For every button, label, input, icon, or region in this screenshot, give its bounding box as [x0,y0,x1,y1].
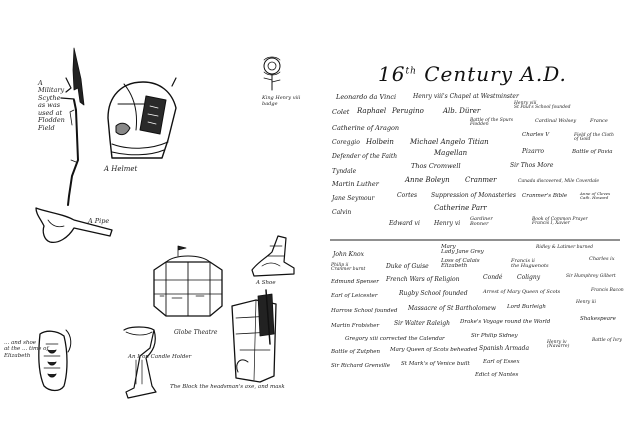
timeline-entry: Titian [468,138,489,146]
timeline-entry: Tyndale [332,168,357,175]
timeline-entry: Cardinal Wolsey [535,118,577,124]
timeline-entry: Cranmer [465,176,497,184]
timeline-entry: Philip ii Cranmer burnt [331,262,366,272]
timeline-entry: Sir Richard Grenville [331,362,391,369]
block-axe-icon [232,290,276,382]
timeline-entry: Martin Frobisher [331,322,380,329]
timeline-entry: Anne of Cleves Cath. Howard [580,191,611,200]
timeline-entry: Holbein [366,138,394,146]
timeline-entry: French Wars of Religion [386,276,460,283]
timeline-entry: Edward vi [389,220,420,227]
shoe-icon [252,236,294,276]
timeline-entry: Massacre of St Bartholomew [408,305,496,312]
timeline-entry: Harrow School founded [331,307,398,314]
rose-icon [264,57,280,90]
timeline-entry: Battle of the Spurs Flodden [470,117,514,127]
globe-theatre-icon [154,246,222,316]
label-globe-theatre: Globe Theatre [174,329,218,336]
timeline-entry: Drake's Voyage round the World [460,318,551,325]
label-helmet: A Helmet [104,165,138,173]
timeline-entry: Battle of Ivry [592,337,622,343]
timeline-entry: Henry viii St Paul's School founded [514,100,571,110]
timeline-entry: Charles ix [589,256,615,262]
timeline-entry: Francis Bacon [591,287,624,293]
timeline-entry: Defender of the Faith [332,153,398,160]
timeline-entry: Anne Boleyn [405,176,450,184]
timeline-entry: Coligny [517,274,541,281]
timeline-entry: Field of the Cloth of Gold [574,132,614,142]
timeline-entry: Gregory xiii corrected the Calendar [345,335,445,342]
timeline-entry: Henry viii's Chapel at Westminster [413,93,519,100]
page-title [378,62,567,86]
timeline-entry: Cranmer's Bible [522,192,568,199]
helmet-icon [108,78,176,158]
timeline-entry: Francis ii the Huguenots [511,258,549,269]
timeline-entry: Sir Philip Sidney [471,332,518,339]
timeline-entry: Lord Burleigh [507,303,546,310]
timeline-entry: Edmund Spenser [331,278,379,285]
label-candle-holder: An Iron Candle Holder [128,354,192,360]
timeline-entry: Martin Luther [332,179,379,188]
timeline-entry: Alb. Dürer [443,107,481,115]
label-shoe: A Shoe [256,280,276,286]
timeline-entry: Canada discovered, Mile Coverdale [518,178,600,184]
timeline-entry: St Mark's of Venice built [401,360,470,367]
label-elizabethan-shoe: ... and shoe at the ... time of Elizabeth [4,340,49,359]
timeline-entry: Battle of Zutphen [331,348,381,355]
timeline-entry: Loss of Calais Elizabeth [441,257,480,269]
timeline-entry: Duke of Guise [386,263,429,270]
title-suffix: th [405,66,417,77]
timeline-entry: John Knox [333,251,364,258]
timeline-entry: Earl of Leicester [331,292,378,299]
timeline-entry: Condé [483,274,503,281]
label-block: The Block the headsman's axe, and mask [170,384,285,390]
timeline-entry: Catherine of Aragon [332,123,400,132]
timeline-entry: Coreggio [332,139,360,146]
timeline-entry: Henry iv (Navarre) [547,339,570,349]
timeline-entry: Henry iii [576,299,596,305]
timeline-entry: Cortes [397,192,418,199]
timeline-entry: Gardiner Bonner [470,216,493,227]
timeline-entry: Magellan [434,149,468,157]
timeline-entry: Raphael [357,107,387,115]
timeline-entry: Colet [332,107,350,116]
timeline-entry: Battle of Pavia [572,148,613,155]
timeline-entry: Perugino [392,107,424,115]
timeline-entry: Sir Walter Raleigh [394,320,451,327]
timeline-entry: Spanish Armada [479,345,530,352]
timeline-entry: Arrest of Mary Queen of Scots [483,289,561,295]
label-pipe: A Pipe [88,217,110,225]
label-military-scythe: A Military Scythe as was used at Flodden Field [38,79,65,132]
timeline-entry: Book of Common Prayer Francis I, Xavier [532,216,588,226]
timeline-entry: Edict of Nantes [475,371,519,378]
timeline-entry: Leonardo da Vinci [336,92,397,101]
timeline-entry: Ridley & Latimer burned [536,244,594,250]
timeline-entry: Rugby School founded [399,290,468,297]
timeline-entry: Michael Angelo [410,138,466,146]
timeline-entry: Mary Queen of Scots beheaded [390,346,478,353]
timeline-entry: Shakespeare [580,315,616,322]
timeline-entry: Charles V [522,131,550,138]
timeline-entry: Sir Thos More [510,162,554,169]
timeline-entry: Catherine Parr [434,204,487,212]
title-number: 16 [378,62,406,86]
timeline-entry: Suppression of Monasteries [431,192,516,199]
timeline-entry: Sir Humphrey Gilbert [566,273,616,279]
timeline-entry: Henry vi [434,220,461,227]
candle-holder-icon [124,327,156,398]
timeline-entry: Mary Lady Jane Grey [441,243,484,255]
timeline-entry: Calvin [332,209,352,216]
timeline-entry: Thos Cromwell [411,161,461,170]
timeline-entry: France [590,118,608,124]
timeline-entry: Jane Seymour [332,195,375,202]
timeline-entry: Pizarro [522,148,545,155]
title-text: Century A.D. [424,62,567,86]
label-rose-badge: King Henry viii badge [262,95,301,107]
timeline-entry: Earl of Essex [483,358,520,365]
